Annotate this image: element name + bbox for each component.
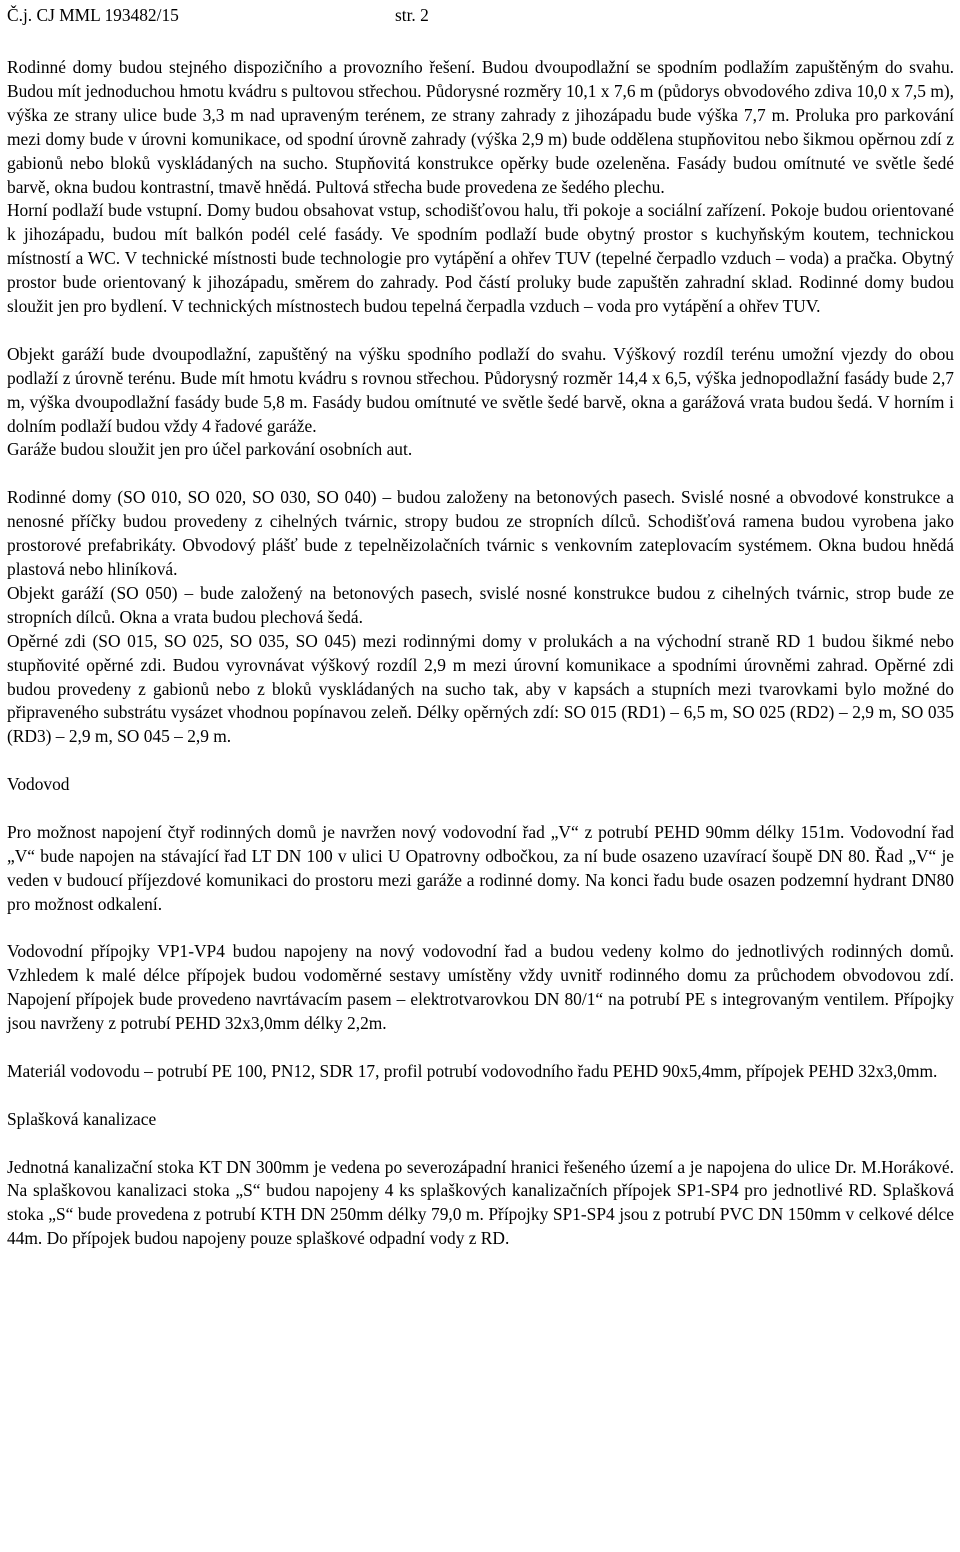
- section-heading-sewer: Splašková kanalizace: [7, 1108, 157, 1129]
- page-header: [7, 4, 429, 26]
- document-body: [7, 56, 954, 1251]
- paragraph-houses-description: Rodinné domy budou stejného dispozičního a provozního řešení. Budou dvoupodlažní se spodním podlažím zapuštěným do svahu. Budou mít jednoduchou hmotu kvádru s pultovou střechou. Půdorysné rozměry 10,1 x 7,6 m (půdorys obvodového zdiva 10,0 x 7,5 m), výška ze strany ulice bude 3,3 m nad upraveným terénem, ze strany zahrady z jihozápadu bude výška 7,7 m. Proluka pro parkování mezi domy bude v úrovni komunikace, od spodní úrovně zahrady (výška 2,9 m) bude oddělena stupňovitou nebo šikmou opěrnou zdí z gabionů nebo bloků vyskládaných na sucho. Stupňovitá konstrukce opěrky bude ozeleněna. Fasády budou omítnuté ve světle šedé barvě, okna budou kontrastní, tmavě hnědá. Pultová střecha bude provedena ze šedého plechu.: [7, 57, 954, 197]
- paragraph-water-main: Pro možnost napojení čtyř rodinných domů je navržen nový vodovodní řad „V“ z potrubí PEHD 90mm délky 151m. Vodovodní řad „V“ bude napojen na stávající řad LT DN 100 v ulici U Opatrovny odbočkou, za ní bude osazeno uzavírací šoupě DN 80. Řad „V“ je veden v budoucí příjezdové komunikaci do prostoru mezi garáže a rodinné domy. Na konci řadu bude osazen podzemní hydrant DN80 pro možnost odkalení.: [7, 821, 954, 914]
- paragraph-houses-construction: Rodinné domy (SO 010, SO 020, SO 030, SO 040) – budou založeny na betonových pasech. Svislé nosné a obvodové konstrukce a nenosné příčky budou provedeny z cihelných tvárnic, stropy budou ze stropních dílců. Schodišťová ramena budou vyrobena jako prostorové prefabrikáty. Obvodový plášť bude z tepelněizolačních tvárnic s venkovním zateplovacím systémem. Okna budou hnědá plastová nebo hliníková.: [7, 487, 954, 579]
- paragraph-water-connections: Vodovodní přípojky VP1-VP4 budou napojeny na nový vodovodní řad a budou vedeny kolmo do jednotlivých rodinných domů. Vzhledem k malé délce přípojek budou vodoměrné sestavy umístěny vždy uvnitř rodinného domu za průchodem obvodovou zdí. Napojení přípojek bude provedeno navrtávacím pasem – elektrotvarovkou DN 80/1“ na potrubí PE s integrovaným ventilem. Přípojky jsou navrženy z potrubí PEHD 32x3,0mm délky 2,2m.: [7, 941, 954, 1034]
- paragraph-garages-use: Garáže budou sloužit jen pro účel parkování osobních aut.: [7, 439, 413, 460]
- section-heading-water-supply: Vodovod: [7, 774, 70, 795]
- paragraph-retaining-walls: Opěrné zdi (SO 015, SO 025, SO 035, SO 045) mezi rodinnými domy v prolukách a na východní straně RD 1 budou šikmé nebo stupňovité opěrné zdi. Budou vyrovnávat výškový rozdíl 2,9 m mezi úrovní komunikace a spodními úrovněmi zahrad. Opěrné zdi budou provedeny z gabionů nebo z bloků vyskládaných na sucho tak, aby v kapsách a stupních mezi tvarovkami bylo možné do připraveného substrátu vysázet vhodnou popínavou zeleň. Délky opěrných zdí: SO 015 (RD1) – 6,5 m, SO 025 (RD2) – 2,9 m, SO 035 (RD3) – 2,9 m, SO 045 – 2,9 m.: [7, 630, 954, 747]
- paragraph-sewer-description: Jednotná kanalizační stoka KT DN 300mm je vedena po severozápadní hranici řešeného území a je napojena do ulice Dr. M.Horákové. Na splaškovou kanalizaci stoka „S“ budou napojeny 4 ks splaškových kanalizačních přípojek SP1-SP4 pro jednotlivé RD. Splašková stoka „S“ bude provedena z potrubí KTH DN 250mm délky 79,0 m. Přípojky SP1-SP4 jsou z potrubí PVC DN 150mm v celkové délce 44m. Do přípojek budou napojeny pouze splaškové odpadní vody z RD.: [7, 1156, 954, 1249]
- reference-number: Č.j. CJ MML 193482/15: [7, 5, 179, 25]
- paragraph-water-material: Materiál vodovodu – potrubí PE 100, PN12, SDR 17, profil potrubí vodovodního řadu PEHD 90x5,4mm, přípojek PEHD 32x3,0mm.: [7, 1060, 938, 1081]
- paragraph-garages-construction: Objekt garáží (SO 050) – bude založený na betonových pasech, svislé nosné konstrukce budou z cihelných tvárnic, strop bude ze stropních dílců. Okna a vrata budou plechová šedá.: [7, 582, 954, 627]
- paragraph-garages-description: Objekt garáží bude dvoupodlažní, zapuštěný na výšku spodního podlaží do svahu. Výškový rozdíl terénu umožní vjezdy do obou podlaží z úrovně terénu. Bude mít hmotu kvádru s rovnou střechou. Půdorysný rozměr 14,4 x 6,5, výška jednopodlažní fasády bude 2,7 m, výška dvoupodlažní fasády bude 5,8 m. Fasády budou omítnuté ve světle šedé barvě, okna a garážová vrata budou šedá. V horním i dolním podlaží budou vždy 4 řadové garáže.: [7, 343, 954, 436]
- paragraph-houses-floors: Horní podlaží bude vstupní. Domy budou obsahovat vstup, schodišťovou halu, tři pokoje a sociální zařízení. Pokoje budou orientované k jihozápadu, budou mít balkón podél celé fasády. Ve spodním podlaží bude obytný prostor s kuchyňským koutem, technickou místností a WC. V technické místnosti bude technologie pro vytápění a ohřev TUV (tepelné čerpadlo vzduch – voda) a pračka. Obytný prostor bude orientovaný k jihozápadu, směrem do zahrady. Pod částí proluky bude zapuštěn zahradní sklad. Rodinné domy budou sloužit jen pro bydlení. V technických místnostech budou tepelná čerpadla vzduch – voda pro vytápění a ohřev TUV.: [7, 200, 954, 317]
- page-number: str. 2: [395, 5, 429, 25]
